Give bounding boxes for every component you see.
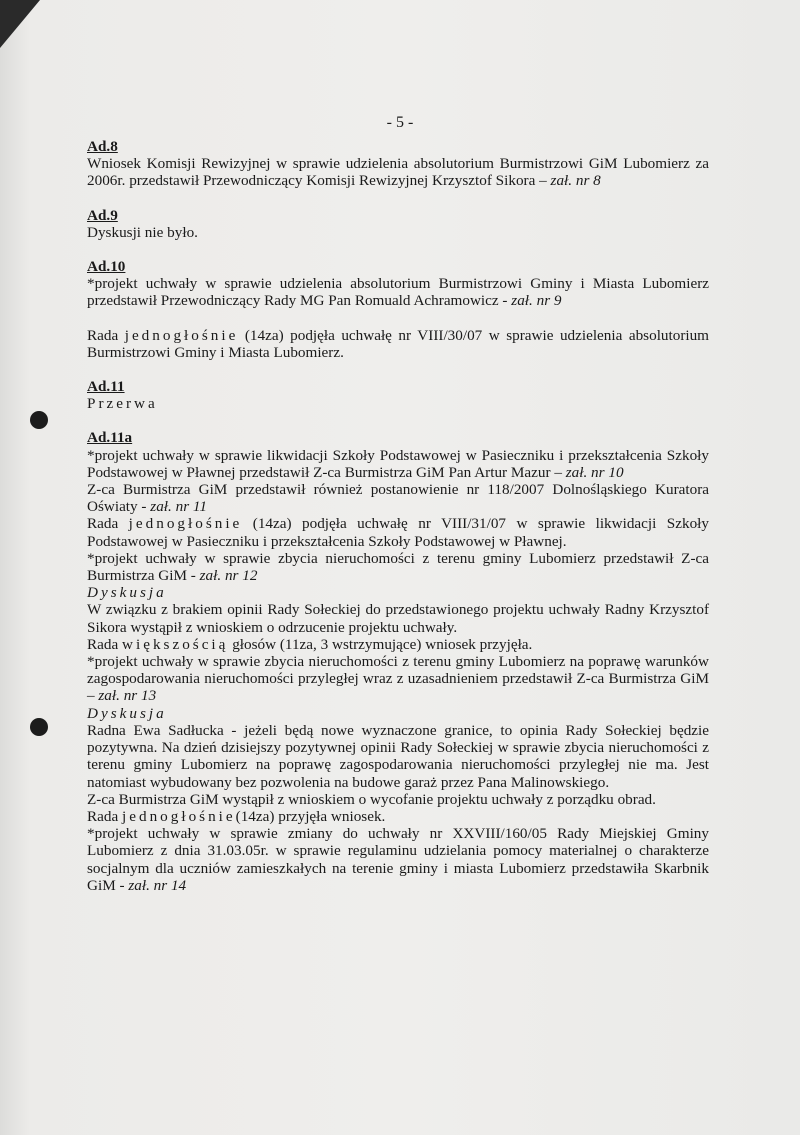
ad8-text: Wniosek Komisji Rewizyjnej w sprawie udzielenia absolutorium Burmistrzowi GiM Lubomierz za 2006r. przedstawił Przewodniczący Komisji Rewizyjnej Krzysztof Sikora – [87, 155, 709, 190]
ad10-vote-text: (14za) podjęła uchwałę nr VIII/30/07 w sprawie udzielenia absolutorium Burmistrzowi Gminy i Miasta Lubomierz. [87, 326, 709, 361]
ad11a-dyskusja-1: Dyskusja [87, 584, 167, 602]
ad11a-p5: W związku z brakiem opinii Rady Sołeckiej do przedstawionego projektu uchwały Radny Krzysztof Sikora wystąpił z wnioskiem o odrzucenie projektu uchwały. [87, 601, 709, 636]
ad11a-p3 [87, 515, 709, 549]
ad10-attachment-ref: zał. nr 9 [511, 292, 562, 310]
punch-hole-top [30, 411, 48, 429]
ad11a-p3-text: (14za) podjęła uchwałę nr VIII/31/07 w sprawie likwidacji Szkoły Podstawowej w Pasieczniku i przekształcenia Szkoły Podstawowej w Pławnej. [87, 515, 709, 550]
ad11a-p10-text: (14za) przyjęła wniosek. [235, 807, 386, 825]
ad11a-p4-ref: zał. nr 12 [199, 567, 258, 585]
ad10-paragraph [87, 275, 709, 309]
ad11a-p10-word: jednogłośnie [122, 807, 236, 825]
punch-hole-bottom [30, 718, 48, 736]
ad11a-p11-text: *projekt uchwały w sprawie zmiany do uchwały nr XXVIII/160/05 Rady Miejskiej Gminy Lubomierz z dnia 31.03.05r. w sprawie regulaminu udzielania pomocy materialnej o charakterze socjalnym dla uczniów zamieszkałych na terenie gminy i miasta Lubomierz przedstawiła Skarbnik GiM - [87, 825, 709, 894]
ad11a-p8: Radna Ewa Sadłucka - jeżeli będą nowe wyznaczone granice, to opinia Rady Sołeckiej będzie pozytywna. Na dzień dzisiejszy pozytywnej opinii Rady Sołeckiej w sprawie zbycia nieruchomości z terenu gminy Lubomierz na poprawę zagospodarowania nieruchomości przyległej nie ma. Jest natomiast wybudowany bez pozwolenia na budowe garaż przez Pana Malinowskiego. [87, 721, 709, 791]
ad11a-p3-prefix: Rada [87, 515, 129, 533]
ad11a-p9: Z-ca Burmistrza GiM wystąpił z wnioskiem o wycofanie projektu uchwały z porządku obrad. [87, 790, 656, 808]
ad11a-heading: Ad.11a [87, 429, 133, 447]
page-number: - 5 - [386, 114, 414, 131]
ad11-heading: Ad.11 [87, 378, 125, 396]
ad11a-p1-ref: zał. nr 10 [565, 463, 624, 481]
ad11a-p6-prefix: Rada [87, 635, 123, 653]
ad11a-p4-text: *projekt uchwały w sprawie zbycia nieruchomości z terenu gminy Lubomierz przedstawił Z-ca Burmistrza GiM - [87, 549, 709, 585]
ad11a-p2 [87, 481, 709, 515]
ad11a-p6-text: głosów (11za, 3 wstrzymujące) wniosek przyjęła. [228, 635, 533, 653]
ad11a-p4 [87, 550, 709, 584]
ad11a-p3-word: jednogłośnie [128, 515, 243, 533]
ad11a-dyskusja-2: Dyskusja [87, 704, 167, 722]
ad8-heading: Ad.8 [87, 138, 118, 155]
ad11a-p7-text: *projekt uchwały w sprawie zbycia nieruchomości z terenu gminy Lubomierz na poprawę warunków zagospodarowania nieruchomości przyległej wraz z uzasadnieniem przedstawił Z-ca Burmistrza GiM – [87, 653, 709, 705]
ad11a-p11-ref: zał. nr 14 [128, 876, 187, 894]
ad11a-p11 [87, 825, 709, 894]
ad11a-p1-text: *projekt uchwały w sprawie likwidacji Szkoły Podstawowej w Pasieczniku i przekształcenia Szkoły Podstawowej w Pławnej przedstawił Z-ca Burmistrza GiM Pan Artur Mazur – [87, 446, 709, 481]
ad9-heading: Ad.9 [87, 206, 118, 224]
ad11a-p2-text: Z-ca Burmistrza GiM przedstawił również postanowienie nr 118/2007 Dolnośląskiego Kuratora Oświaty - [87, 481, 709, 516]
ad11a-p2-ref: zał. nr 11 [150, 498, 207, 516]
ad11a-p7-ref: zał. nr 13 [98, 687, 157, 705]
ad10-vote-word: jednogłośnie [124, 326, 239, 344]
document-body [87, 138, 709, 894]
ad11-paragraph: Przerwa [87, 395, 158, 413]
ad11a-p10-prefix: Rada [87, 807, 123, 825]
ad11a-p10 [87, 808, 709, 825]
ad9-paragraph: Dyskusji nie było. [87, 223, 198, 241]
ad10-text: *projekt uchwały w sprawie udzielenia absolutorium Burmistrzowi Gminy i Miasta Lubomierz przedstawił Przewodniczący Rady MG Pan Romuald Achramowicz - [87, 275, 709, 310]
ad8-paragraph [87, 155, 709, 189]
ad11a-p6-word: większością [122, 635, 229, 653]
page-corner-shadow [0, 0, 40, 48]
ad11a-p7 [87, 653, 709, 705]
ad10-vote-prefix: Rada [87, 326, 125, 344]
ad11a-p6 [87, 636, 709, 653]
ad8-attachment-ref: zał. nr 8 [550, 172, 601, 190]
ad11a-p1 [87, 447, 709, 481]
ad10-heading: Ad.10 [87, 258, 126, 276]
ad10-vote [87, 327, 709, 361]
